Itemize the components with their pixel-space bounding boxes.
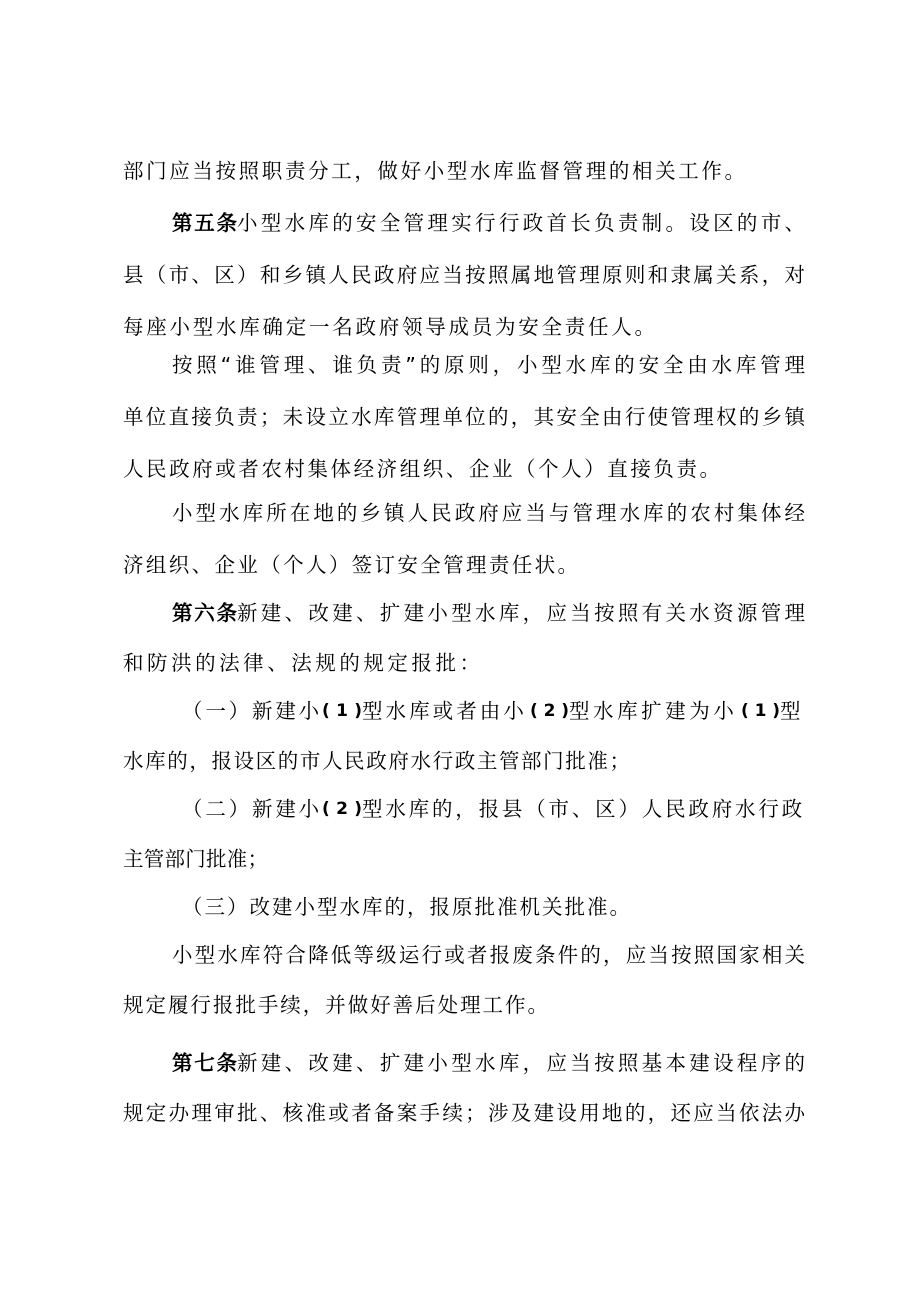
responsibility-line-3 — [0, 454, 920, 484]
article-heading: 第七条 — [172, 1051, 239, 1075]
class-number: (1) — [322, 701, 369, 721]
item-1-line-1 — [0, 696, 920, 726]
text-segment: 型水库扩建为小 — [569, 699, 738, 723]
item-2-line-1 — [0, 794, 920, 824]
paragraph-line — [0, 156, 920, 186]
class-number: (2) — [322, 799, 369, 819]
text-segment: （二）新建小 — [182, 797, 322, 821]
downgrade-line-2 — [0, 990, 920, 1020]
item-1-line-2 — [0, 746, 920, 776]
article-6-line-2 — [0, 648, 920, 678]
article-6-line-1 — [0, 598, 920, 628]
article-7-line-2 — [0, 1098, 920, 1128]
text-line: 新建、改建、扩建小型水库，应当按照基本建设程序的 — [237, 1051, 809, 1075]
text-line: 部门应当按照职责分工，做好小型水库监督管理的相关工作。 — [123, 159, 748, 183]
text-line: 人民政府或者农村集体经济组织、企业（个人）直接负责。 — [123, 457, 723, 481]
text-segment: 型水库的，报县（市、区）人民政府水行政 — [362, 797, 805, 821]
text-line: 和防洪的法律、法规的规定报批： — [123, 651, 484, 675]
article-heading: 第五条 — [172, 211, 239, 235]
text-line: 每座小型水库确定一名政府领导成员为安全责任人。 — [123, 315, 658, 339]
downgrade-line-1 — [0, 940, 920, 970]
text-line: 小型水库的安全管理实行行政首长负责制。设区的市、 — [237, 211, 809, 235]
text-line: （三）改建小型水库的，报原批准机关批准。 — [182, 895, 632, 919]
class-number: (1) — [741, 701, 786, 721]
text-segment: 型 — [780, 699, 805, 723]
item-3-line-1 — [0, 892, 920, 922]
text-line: 按照“谁管理、谁负责”的原则，小型水库的安全由水库管理 — [172, 353, 809, 377]
text-line: 规定办理审批、核准或者备案手续；涉及建设用地的，还应当依法办 — [123, 1101, 808, 1125]
text-line: 县（市、区）和乡镇人民政府应当按照属地管理原则和隶属关系，对 — [123, 263, 808, 287]
contract-line-2 — [0, 550, 920, 580]
text-line: 单位直接负责；未设立水库管理单位的，其安全由行使管理权的乡镇 — [123, 405, 808, 429]
article-5-line-2 — [0, 260, 920, 290]
contract-line-1 — [0, 498, 920, 528]
article-7-line-1 — [0, 1048, 920, 1078]
responsibility-line-2 — [0, 402, 920, 432]
text-line: 新建、改建、扩建小型水库，应当按照有关水资源管理 — [237, 601, 809, 625]
text-line: 规定履行报批手续，并做好善后处理工作。 — [123, 993, 550, 1017]
text-line: 济组织、企业（个人）签订安全管理责任状。 — [123, 553, 581, 577]
text-line: 水库的，报设区的市人民政府水行政主管部门批准； — [123, 749, 632, 773]
article-5-line-1 — [0, 208, 920, 238]
responsibility-line-1 — [0, 350, 920, 380]
article-5-line-3 — [0, 312, 920, 342]
text-line: 主管部门批准； — [123, 847, 269, 871]
class-number: (2) — [530, 701, 575, 721]
article-heading: 第六条 — [172, 601, 239, 625]
text-line: 小型水库符合降低等级运行或者报废条件的，应当按照国家相关 — [172, 943, 808, 967]
text-line: 小型水库所在地的乡镇人民政府应当与管理水库的农村集体经 — [172, 501, 809, 525]
text-segment: 型水库或者由小 — [362, 699, 527, 723]
item-2-line-2 — [0, 844, 920, 874]
text-segment: （一）新建小 — [182, 699, 322, 723]
